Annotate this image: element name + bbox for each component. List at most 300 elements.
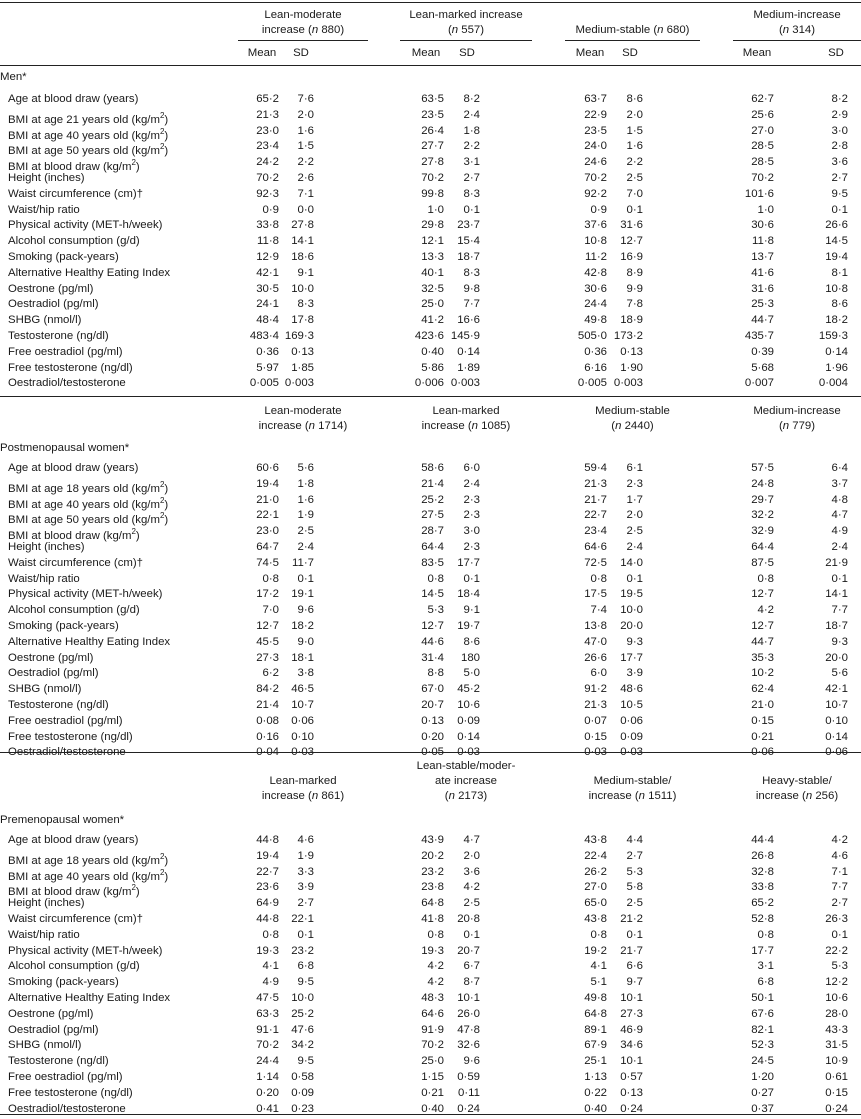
row-label-1-13: Oestradiol (pg/ml) — [8, 667, 99, 680]
cell-0-7-5: 0·1 — [626, 203, 643, 216]
cell-1-5-5: 2·4 — [626, 541, 643, 553]
cell-0-3-3: 2·2 — [463, 140, 480, 153]
row-label-2-6: Waist/hip ratio — [8, 928, 80, 941]
cell-0-8-2: 29·8 — [421, 219, 444, 232]
cell-0-12-0: 30·5 — [256, 282, 279, 295]
cell-0-14-0: 48·4 — [256, 314, 279, 327]
cell-0-15-1: 169·3 — [284, 330, 314, 342]
cell-0-17-1: 1·85 — [291, 361, 314, 374]
cell-2-4-2: 64·8 — [421, 897, 444, 910]
cell-1-16-7: 0·10 — [825, 714, 848, 727]
row-label-0-4: BMI at blood draw $(kg/m^2)$ — [8, 158, 140, 173]
cell-2-7-2: 19·3 — [421, 944, 444, 957]
post-group-header-0-count: increase (n 1714) — [258, 420, 348, 432]
men-group-header-0-count: increase (n 880) — [261, 24, 345, 36]
cell-1-13-6: 10·2 — [751, 667, 774, 680]
cell-2-7-3: 20·7 — [457, 944, 480, 957]
cell-2-0-0: 44·8 — [256, 834, 279, 846]
cell-0-15-0: 483·4 — [249, 330, 279, 342]
cell-1-0-3: 6·0 — [463, 462, 480, 474]
cell-1-0-6: 57·5 — [751, 462, 774, 474]
cell-2-9-6: 6·8 — [757, 976, 774, 989]
cell-0-1-5: 2·0 — [626, 108, 643, 121]
cell-0-18-4: 0·005 — [577, 377, 607, 390]
cell-0-15-4: 505·0 — [577, 330, 607, 342]
cell-2-15-3: 0·59 — [457, 1071, 480, 1083]
cell-1-7-3: 0·1 — [463, 572, 480, 585]
cell-0-7-6: 1·0 — [757, 203, 774, 216]
cell-0-14-4: 49·8 — [584, 314, 607, 327]
cell-0-18-2: 0·006 — [414, 377, 444, 390]
cell-2-17-1: 0·23 — [291, 1102, 314, 1115]
post-group-header-3-line1: Medium-increase — [753, 405, 841, 417]
cell-0-1-0: 21·3 — [256, 108, 279, 121]
cell-2-2-3: 3·6 — [463, 865, 480, 878]
cell-2-6-3: 0·1 — [463, 928, 480, 941]
cell-0-1-4: 22·9 — [584, 108, 607, 121]
cell-1-2-4: 21·7 — [584, 493, 607, 506]
cell-1-13-1: 3·8 — [297, 667, 314, 680]
cell-2-8-7: 5·3 — [831, 960, 848, 973]
cell-1-1-7: 3·7 — [831, 477, 848, 490]
cell-0-10-7: 19·4 — [825, 251, 848, 263]
cell-2-11-6: 67·6 — [751, 1007, 774, 1020]
cell-0-4-1: 2·2 — [297, 156, 314, 169]
cell-1-5-3: 2·3 — [463, 541, 480, 553]
cell-2-4-7: 2·7 — [831, 897, 848, 910]
cell-0-5-1: 2·6 — [297, 172, 314, 184]
row-label-1-3: BMI at age 50 years old $(kg/m^2)$ — [8, 511, 169, 527]
cell-2-0-5: 4·4 — [626, 834, 643, 846]
cell-2-7-0: 19·3 — [256, 944, 279, 957]
row-label-1-6: Waist circumference (cm)† — [8, 556, 144, 569]
men-group-rule-1 — [400, 40, 532, 41]
row-label-0-1: BMI at age 21 years old $(kg/m^2)$ — [8, 110, 169, 126]
cell-1-10-0: 12·7 — [256, 620, 279, 632]
cell-2-9-5: 9·7 — [626, 976, 643, 989]
cell-1-17-4: 0·15 — [584, 730, 607, 743]
cell-2-3-3: 4·2 — [463, 881, 480, 894]
row-label-1-10: Smoking (pack-years) — [8, 620, 119, 632]
cell-0-8-4: 37·6 — [584, 219, 607, 232]
cell-1-1-3: 2·4 — [463, 477, 480, 490]
cell-0-0-5: 8·6 — [626, 93, 643, 105]
row-label-0-16: Free oestradiol (pg/ml) — [8, 345, 123, 358]
cell-1-8-4: 17·5 — [584, 588, 607, 601]
cell-0-10-3: 18·7 — [457, 251, 480, 263]
cell-0-10-6: 13·7 — [751, 251, 774, 263]
cell-2-6-1: 0·1 — [297, 928, 314, 941]
cell-0-12-5: 9·9 — [626, 282, 643, 295]
cell-2-3-2: 23·8 — [421, 881, 444, 894]
cell-0-9-1: 14·1 — [291, 235, 314, 248]
row-label-0-12: Oestrone (pg/ml) — [8, 282, 94, 295]
cell-2-14-0: 24·4 — [256, 1055, 279, 1068]
cell-0-18-6: 0·007 — [744, 377, 774, 390]
section-title-post: Postmenopausal women* — [0, 442, 130, 454]
cell-0-7-1: 0·0 — [297, 203, 314, 216]
cell-0-7-2: 1·0 — [427, 203, 444, 216]
cell-2-11-4: 64·8 — [584, 1007, 607, 1020]
cell-2-10-2: 48·3 — [421, 992, 444, 1004]
row-label-0-11: Alternative Healthy Eating Index — [8, 266, 171, 279]
cell-0-16-0: 0·36 — [256, 345, 279, 358]
post-group-header-2-count: (n 2440) — [611, 420, 654, 432]
cell-2-5-5: 21·2 — [620, 913, 643, 925]
cell-0-18-3: 0·003 — [450, 377, 480, 390]
cell-1-1-5: 2·3 — [626, 477, 643, 490]
row-label-1-18: Oestradiol/testosterone — [8, 746, 126, 759]
cell-2-12-1: 47·6 — [291, 1023, 314, 1036]
cell-2-2-6: 32·8 — [751, 865, 774, 878]
row-label-1-9: Alcohol consumption (g/d) — [8, 604, 140, 617]
cell-2-4-3: 2·5 — [463, 897, 480, 910]
cell-2-1-3: 2·0 — [463, 849, 480, 862]
cell-0-2-4: 23·5 — [584, 124, 607, 137]
cell-1-10-4: 13·8 — [584, 620, 607, 632]
cell-1-7-6: 0·8 — [757, 572, 774, 585]
cell-2-5-1: 22·1 — [291, 913, 314, 925]
cell-0-4-4: 24·6 — [584, 156, 607, 169]
cell-0-9-5: 12·7 — [620, 235, 643, 248]
row-label-0-7: Waist/hip ratio — [8, 203, 80, 216]
cell-0-12-4: 30·6 — [584, 282, 607, 295]
cell-0-17-2: 5·86 — [421, 361, 444, 374]
row-label-2-12: Oestradiol (pg/ml) — [8, 1023, 99, 1036]
row-label-1-8: Physical activity (MET-h/week) — [8, 588, 163, 601]
cell-1-6-6: 87·5 — [751, 556, 774, 569]
cell-1-8-1: 19·1 — [291, 588, 314, 601]
cell-2-15-1: 0·58 — [291, 1071, 314, 1083]
cell-0-17-3: 1·89 — [457, 361, 480, 374]
cell-2-2-2: 23·2 — [421, 865, 444, 878]
cell-1-17-0: 0·16 — [256, 730, 279, 743]
men-group-header-2-count: Medium-stable (n 680) — [575, 24, 690, 36]
cell-2-17-2: 0·40 — [421, 1102, 444, 1115]
cell-0-6-4: 92·2 — [584, 187, 607, 200]
cell-1-0-1: 5·6 — [297, 462, 314, 474]
cell-0-12-3: 9·8 — [463, 282, 480, 295]
cell-2-0-6: 44·4 — [751, 834, 774, 846]
cell-2-14-4: 25·1 — [584, 1055, 607, 1068]
men-mean-header-3: Mean — [742, 47, 772, 59]
cell-2-9-4: 5·1 — [590, 976, 607, 989]
cell-2-12-0: 91·1 — [256, 1023, 279, 1036]
cell-1-14-3: 45·2 — [457, 683, 480, 696]
cell-1-2-1: 1·6 — [297, 493, 314, 506]
cell-1-13-5: 3·9 — [626, 667, 643, 680]
cell-2-13-0: 70·2 — [256, 1039, 279, 1052]
men-group-header-3-line1: Medium-increase — [753, 9, 841, 21]
cell-2-10-3: 10·1 — [457, 992, 480, 1004]
cell-0-6-5: 7·0 — [626, 187, 643, 200]
men-group-rule-2 — [565, 40, 700, 41]
cell-1-8-7: 14·1 — [825, 588, 848, 601]
cell-1-3-7: 4·7 — [831, 509, 848, 522]
row-label-0-10: Smoking (pack-years) — [8, 251, 119, 263]
cell-1-14-6: 62·4 — [751, 683, 774, 696]
row-label-1-15: Testosterone (ng/dl) — [8, 699, 109, 711]
row-label-0-14: SHBG (nmol/l) — [8, 314, 82, 327]
cell-0-15-5: 173·2 — [613, 330, 643, 342]
cell-2-1-6: 26·8 — [751, 849, 774, 862]
cell-0-0-6: 62·7 — [751, 93, 774, 105]
cell-1-9-1: 9·6 — [297, 604, 314, 617]
row-label-1-16: Free oestradiol (pg/ml) — [8, 714, 123, 727]
row-label-0-5: Height (inches) — [8, 172, 85, 184]
cell-1-7-7: 0·1 — [831, 572, 848, 585]
cell-1-14-0: 84·2 — [256, 683, 279, 696]
cell-2-5-4: 43·8 — [584, 913, 607, 925]
cell-1-18-0: 0·04 — [256, 746, 279, 759]
cell-0-16-3: 0·14 — [457, 345, 480, 358]
cell-1-14-4: 91·2 — [584, 683, 607, 696]
cell-2-17-7: 0·24 — [825, 1102, 848, 1115]
cell-1-4-2: 28·7 — [421, 525, 444, 538]
row-label-1-12: Oestrone (pg/ml) — [8, 651, 94, 664]
cell-0-10-0: 12·9 — [256, 251, 279, 263]
cell-2-6-7: 0·1 — [831, 928, 848, 941]
cell-2-11-3: 26·0 — [457, 1007, 480, 1020]
cell-1-15-2: 20·7 — [421, 699, 444, 711]
cell-0-10-1: 18·6 — [291, 251, 314, 263]
cell-1-10-6: 12·7 — [751, 620, 774, 632]
cell-1-18-7: 0·06 — [825, 746, 848, 759]
cell-1-4-0: 23·0 — [256, 525, 279, 538]
cell-2-16-0: 0·20 — [256, 1086, 279, 1099]
cell-1-3-2: 27·5 — [421, 509, 444, 522]
cell-1-13-4: 6·0 — [590, 667, 607, 680]
cell-0-2-6: 27·0 — [751, 124, 774, 137]
cell-0-3-7: 2·8 — [831, 140, 848, 153]
cell-1-18-1: 0·03 — [291, 746, 314, 759]
cell-1-3-0: 22·1 — [256, 509, 279, 522]
row-label-2-11: Oestrone (pg/ml) — [8, 1007, 94, 1020]
cell-1-4-4: 23·4 — [584, 525, 607, 538]
cell-1-4-7: 4·9 — [831, 525, 848, 538]
cell-1-3-5: 2·0 — [626, 509, 643, 522]
cell-0-4-2: 27·8 — [421, 156, 444, 169]
cell-1-8-0: 17·2 — [256, 588, 279, 601]
cell-0-9-7: 14·5 — [825, 235, 848, 248]
row-label-1-5: Height (inches) — [8, 541, 85, 553]
cell-2-5-3: 20·8 — [457, 913, 480, 925]
cell-0-3-2: 27·7 — [421, 140, 444, 153]
cell-1-3-4: 22·7 — [584, 509, 607, 522]
row-label-2-5: Waist circumference (cm)† — [8, 913, 144, 925]
cell-1-6-5: 14·0 — [620, 556, 643, 569]
cell-1-0-2: 58·6 — [421, 462, 444, 474]
cell-0-14-5: 18·9 — [620, 314, 643, 327]
cell-1-12-2: 31·4 — [421, 651, 444, 664]
cell-1-11-1: 9·0 — [297, 635, 314, 648]
cell-1-6-0: 74·5 — [256, 556, 279, 569]
cell-1-6-7: 21·9 — [825, 556, 848, 569]
cell-1-15-0: 21·4 — [256, 699, 279, 711]
cell-2-15-5: 0·57 — [620, 1071, 643, 1083]
cell-1-18-5: 0·03 — [620, 746, 643, 759]
cell-2-7-6: 17·7 — [751, 944, 774, 957]
cell-0-13-7: 8·6 — [831, 298, 848, 311]
cell-0-9-3: 15·4 — [457, 235, 480, 248]
cell-2-2-4: 26·2 — [584, 865, 607, 878]
cell-2-6-6: 0·8 — [757, 928, 774, 941]
cell-0-5-3: 2·7 — [463, 172, 480, 184]
cell-0-14-1: 17·8 — [291, 314, 314, 327]
men-group-header-1-line1: Lean-marked increase — [409, 9, 523, 21]
cell-0-4-6: 28·5 — [751, 156, 774, 169]
cell-0-16-7: 0·14 — [825, 345, 848, 358]
row-label-1-14: SHBG (nmol/l) — [8, 683, 82, 696]
cell-1-17-2: 0·20 — [421, 730, 444, 743]
post-group-header-0-line1: Lean-moderate — [264, 405, 342, 417]
cell-0-1-6: 25·6 — [751, 108, 774, 121]
cell-1-6-4: 72·5 — [584, 556, 607, 569]
cell-2-17-5: 0·24 — [620, 1102, 643, 1115]
cell-0-13-0: 24·1 — [256, 298, 279, 311]
cell-0-15-6: 435·7 — [744, 330, 774, 342]
cell-0-1-3: 2·4 — [463, 108, 480, 121]
cell-0-11-0: 42·1 — [256, 266, 279, 279]
cell-1-2-7: 4·8 — [831, 493, 848, 506]
cell-1-9-2: 5·3 — [427, 604, 444, 617]
cell-0-1-2: 23·5 — [421, 108, 444, 121]
cell-0-2-3: 1·8 — [463, 124, 480, 137]
cell-0-5-5: 2·5 — [626, 172, 643, 184]
row-label-2-8: Alcohol consumption (g/d) — [8, 960, 140, 973]
cell-2-1-0: 19·4 — [256, 849, 279, 862]
cell-0-3-5: 1·6 — [626, 140, 643, 153]
cell-1-5-2: 64·4 — [421, 541, 444, 553]
cell-0-7-3: 0·1 — [463, 203, 480, 216]
cell-2-13-5: 34·6 — [620, 1039, 643, 1052]
cell-0-14-6: 44·7 — [751, 314, 774, 327]
men-group-header-0-line1: Lean-moderate — [264, 9, 342, 21]
cell-1-2-3: 2·3 — [463, 493, 480, 506]
cell-0-12-7: 10·8 — [825, 282, 848, 295]
cell-2-14-2: 25·0 — [421, 1055, 444, 1068]
cell-2-2-1: 3·3 — [297, 865, 314, 878]
cell-1-7-2: 0·8 — [427, 572, 444, 585]
men-sd-header-2: SD — [622, 47, 638, 59]
cell-1-11-0: 45·5 — [256, 635, 279, 648]
cell-0-3-6: 28·5 — [751, 140, 774, 153]
men-sd-header-0: SD — [293, 47, 309, 59]
cell-1-18-6: 0·06 — [751, 746, 774, 759]
cell-0-4-7: 3·6 — [831, 156, 848, 169]
cell-2-11-7: 28·0 — [825, 1007, 848, 1020]
row-label-1-1: BMI at age 18 years old $(kg/m^2)$ — [8, 479, 169, 495]
cell-1-5-6: 64·4 — [751, 541, 774, 553]
cell-1-2-6: 29·7 — [751, 493, 774, 506]
cell-1-5-0: 64·7 — [256, 541, 279, 553]
cell-2-15-2: 1·15 — [421, 1071, 444, 1083]
post-group-header-1-count: increase (n 1085) — [421, 420, 511, 432]
cell-0-16-5: 0·13 — [620, 345, 643, 358]
cell-2-12-4: 89·1 — [584, 1023, 607, 1036]
cell-1-16-6: 0·15 — [751, 714, 774, 727]
cell-1-5-4: 64·6 — [584, 541, 607, 553]
row-label-2-14: Testosterone (ng/dl) — [8, 1055, 109, 1068]
pre-group-header-1-line1: ate increase — [434, 775, 498, 787]
cell-1-11-6: 44·7 — [751, 635, 774, 648]
cell-0-6-2: 99·8 — [421, 187, 444, 200]
cell-1-8-3: 18·4 — [457, 588, 480, 601]
cell-1-5-1: 2·4 — [297, 541, 314, 553]
cell-1-15-4: 21·3 — [584, 699, 607, 711]
cell-2-13-4: 67·9 — [584, 1039, 607, 1052]
cell-1-14-1: 46·5 — [291, 683, 314, 696]
cell-0-18-1: 0·003 — [284, 377, 314, 390]
cell-0-13-3: 7·7 — [463, 298, 480, 311]
cell-1-16-0: 0·08 — [256, 714, 279, 727]
men-mean-header-0: Mean — [247, 47, 277, 59]
cell-2-13-7: 31·5 — [825, 1039, 848, 1052]
cell-1-6-3: 17·7 — [457, 556, 480, 569]
row-label-1-11: Alternative Healthy Eating Index — [8, 635, 171, 648]
cell-1-8-2: 14·5 — [421, 588, 444, 601]
cell-1-14-5: 48·6 — [620, 683, 643, 696]
cell-2-17-0: 0·41 — [256, 1102, 279, 1115]
cell-2-12-3: 47·8 — [457, 1023, 480, 1036]
cell-2-9-7: 12·2 — [825, 976, 848, 989]
cell-1-7-4: 0·8 — [590, 572, 607, 585]
cell-1-17-5: 0·09 — [620, 730, 643, 743]
cell-0-6-7: 9·5 — [831, 187, 848, 200]
cell-2-3-5: 5·8 — [626, 881, 643, 894]
cell-2-13-1: 34·2 — [291, 1039, 314, 1052]
cell-2-10-0: 47·5 — [256, 992, 279, 1004]
cell-2-1-4: 22·4 — [584, 849, 607, 862]
cell-2-13-6: 52·3 — [751, 1039, 774, 1052]
cell-1-0-4: 59·4 — [584, 462, 607, 474]
cell-2-6-0: 0·8 — [262, 928, 279, 941]
cell-0-11-4: 42·8 — [584, 266, 607, 279]
cell-0-18-7: 0·004 — [818, 377, 848, 390]
cell-0-11-6: 41·6 — [751, 266, 774, 279]
cell-1-0-7: 6·4 — [831, 462, 848, 474]
row-label-2-1: BMI at age 18 years old $(kg/m^2)$ — [8, 851, 169, 867]
cell-2-16-7: 0·15 — [825, 1086, 848, 1099]
cell-0-9-2: 12·1 — [421, 235, 444, 248]
cell-1-2-5: 1·7 — [626, 493, 643, 506]
cell-0-6-0: 92·3 — [256, 187, 279, 200]
cell-0-5-7: 2·7 — [831, 172, 848, 184]
cell-0-11-3: 8·3 — [463, 266, 480, 279]
cell-1-15-7: 10·7 — [825, 699, 848, 711]
men-header-rule — [0, 65, 861, 66]
cell-2-2-0: 22·7 — [256, 865, 279, 878]
row-label-2-2: BMI at age 40 years old $(kg/m^2)$ — [8, 867, 169, 883]
cell-2-13-3: 32·6 — [457, 1039, 480, 1052]
cell-2-9-2: 4·2 — [427, 976, 444, 989]
cell-1-17-7: 0·14 — [825, 730, 848, 743]
cell-0-17-7: 1·96 — [825, 361, 848, 374]
cell-0-8-1: 27·8 — [291, 219, 314, 232]
cell-0-6-3: 8·3 — [463, 187, 480, 200]
cell-0-15-3: 145·9 — [450, 330, 480, 342]
cell-2-5-0: 44·8 — [256, 913, 279, 925]
cell-0-13-5: 7·8 — [626, 298, 643, 311]
cell-2-6-2: 0·8 — [427, 928, 444, 941]
cell-2-15-7: 0·61 — [825, 1071, 848, 1083]
cell-2-8-5: 6·6 — [626, 960, 643, 973]
cell-0-17-5: 1·90 — [620, 361, 643, 374]
cell-1-3-3: 2·3 — [463, 509, 480, 522]
row-label-2-13: SHBG (nmol/l) — [8, 1039, 82, 1052]
cell-0-0-7: 8·2 — [831, 93, 848, 105]
row-label-2-17: Oestradiol/testosterone — [8, 1102, 126, 1115]
